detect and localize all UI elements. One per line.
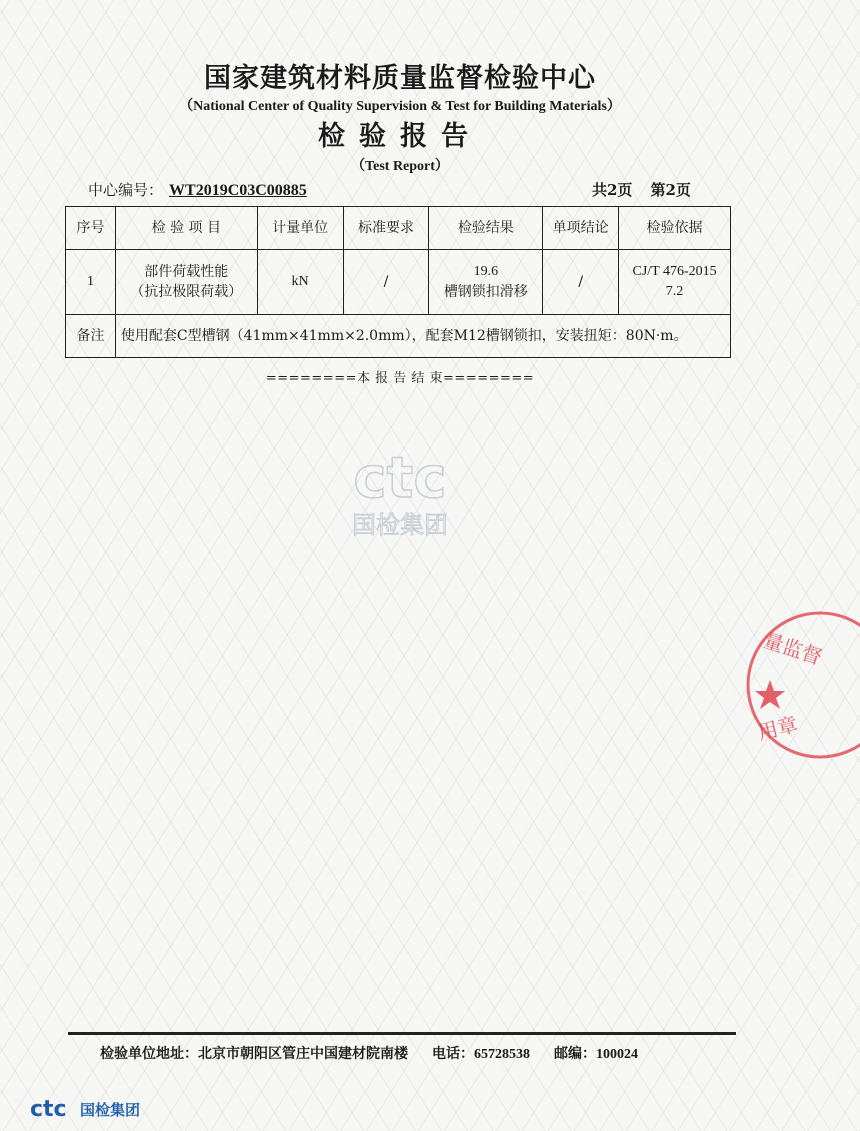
address-label: 检验单位地址：: [100, 1046, 198, 1062]
header-conclusion: 单项结论: [543, 207, 619, 250]
report-table: [65, 206, 731, 358]
centre-number: [88, 179, 307, 200]
cell-basis-line1: CJ/T 476-2015: [632, 264, 717, 279]
stamp-text-top: 量监督: [760, 627, 825, 670]
brand-name: 国检集团: [80, 1101, 141, 1119]
header-item: 检 验 项 目: [115, 207, 257, 250]
zip-label: 邮编：: [554, 1046, 596, 1062]
cell-requirement: /: [343, 250, 429, 315]
ctc-logo-icon: [30, 1098, 80, 1120]
cell-item-line2: （抗拉极限荷载）: [130, 284, 243, 300]
header-requirement: 标准要求: [343, 207, 429, 250]
title-en: （National Center of Quality Supervision & Test for Building Materials）: [179, 99, 621, 114]
page-count: [592, 179, 691, 200]
footer-rule: [68, 1032, 736, 1035]
stamp-star-icon: [755, 680, 785, 709]
header-basis: 检验依据: [619, 207, 731, 250]
cell-basis-line2: 7.2: [665, 284, 684, 299]
cell-unit: kN: [257, 250, 343, 315]
cell-item: [115, 250, 257, 315]
watermark-logo-letters: ctc: [353, 446, 447, 511]
phone-label: 电话：: [432, 1046, 474, 1062]
cell-result-line1: 19.6: [473, 264, 499, 279]
table-header-row: [66, 207, 731, 250]
title-cn: 国家建筑材料质量监督检验中心: [204, 63, 596, 94]
current-page: 第2页: [650, 181, 691, 199]
cell-result: [429, 250, 543, 315]
watermark-logo: [335, 445, 465, 545]
remark-label: 备注: [66, 315, 116, 358]
end-of-report-line: ========本 报 告 结 束========: [265, 371, 535, 386]
seal-stamp: [740, 600, 860, 770]
centre-number-label: 中心编号：: [88, 181, 164, 199]
remark-row: [66, 315, 731, 358]
centre-number-value: WT2019C03C00885: [169, 182, 307, 199]
phone-value: 65728538: [474, 1047, 530, 1062]
stamp-text-bottom: 用章: [755, 711, 801, 745]
header-unit: 计量单位: [257, 207, 343, 250]
cell-result-line2: 槽钢锁扣滑移: [443, 284, 528, 300]
cell-basis: [619, 250, 731, 315]
report-title-en: （Test Report）: [351, 159, 449, 174]
brand-logo-letters: ctc: [30, 1097, 67, 1122]
footer-contact: [100, 1043, 638, 1063]
zip-value: 100024: [596, 1047, 638, 1062]
address-value: 北京市朝阳区管庄中国建材院南楼: [198, 1046, 408, 1062]
report-title-cn: 检验报告: [318, 121, 482, 152]
table-row: [66, 250, 731, 315]
header-result: 检验结果: [429, 207, 543, 250]
watermark-text: 国检集团: [352, 511, 448, 539]
total-pages: 共2页: [592, 181, 633, 199]
cell-no: 1: [66, 250, 116, 315]
cell-item-line1: 部件荷载性能: [144, 264, 229, 280]
cell-conclusion: /: [543, 250, 619, 315]
remark-text: 使用配套C型槽钢（41mm×41mm×2.0mm），配套M12槽钢锁扣，安装扭矩：80N·m。: [115, 315, 730, 358]
header-no: 序号: [66, 207, 116, 250]
